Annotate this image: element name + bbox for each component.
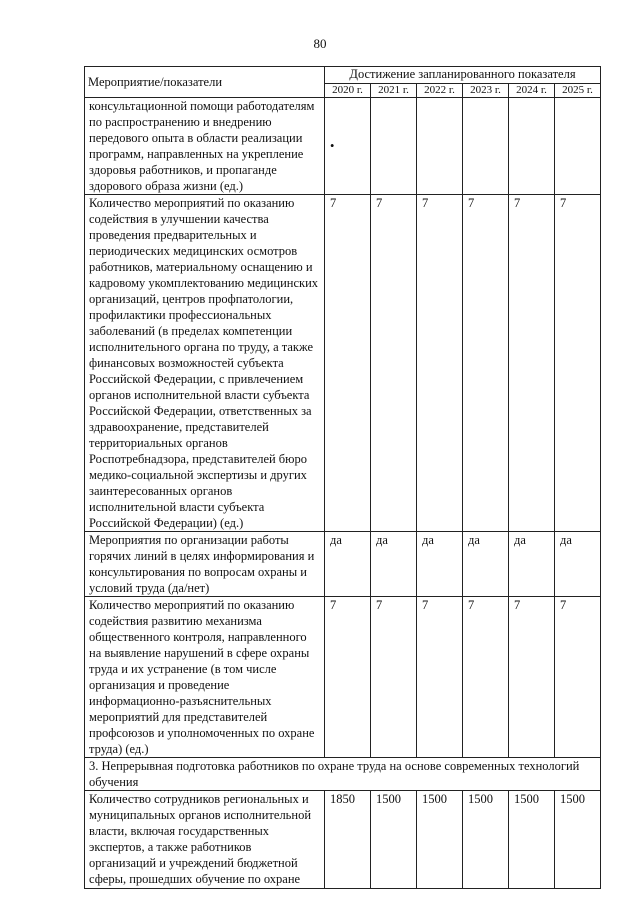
value-cell: 7: [371, 195, 417, 532]
value-cell: 7: [509, 597, 555, 758]
value-cell: [555, 98, 601, 195]
indicator-cell: Количество мероприятий по оказанию содействия в улучшении качества проведения предварительных и периодических медицинских осмотров работников, материальному оснащению и кадровому укомплектованию медицинских организаций, центров профпатологии, профилактики профессиональных заболеваний (в пределах компетенции исполнительного органа по труду, а также финансовых возможностей субъекта Российской Федерации, с привлечением органов исполнительной власти субъекта Российской Федерации, ответственных за здравоохранение, представителей территориальных органов Роспотребнадзора, представителей бюро медико-социальной экспертизы и других заинтересованных органов исполнительной власти субъекта Российской Федерации) (ед.): [85, 195, 325, 532]
table-row: [85, 597, 601, 758]
indicator-cell: Количество сотрудников региональных и муниципальных органов исполнительной власти, включая государственных экспертов, а также работников организаций и учреждений бюджетной сферы, прошедших обучение по охране: [85, 791, 325, 889]
value-cell: 7: [325, 597, 371, 758]
year-header: 2024 г.: [509, 84, 555, 98]
value-cell: [463, 98, 509, 195]
value-cell: 1500: [371, 791, 417, 889]
value-cell: 7: [555, 597, 601, 758]
value-cell: 7: [463, 597, 509, 758]
value-cell: 7: [417, 195, 463, 532]
value-cell: да: [371, 532, 417, 597]
table-row: [85, 532, 601, 597]
year-header: 2022 г.: [417, 84, 463, 98]
value-cell: 1500: [555, 791, 601, 889]
value-cell: 1500: [417, 791, 463, 889]
year-header: 2025 г.: [555, 84, 601, 98]
value-cell: да: [509, 532, 555, 597]
value-cell: 7: [325, 195, 371, 532]
value-cell: 1500: [463, 791, 509, 889]
value-cell: 7: [417, 597, 463, 758]
indicator-cell: консультационной помощи работодателям по распространению и внедрению передового опыта в области реализации программ, направленных на укрепление здоровья работников, и пропаганде здорового образа жизни (ед.): [85, 98, 325, 195]
column-header-indicator: Мероприятие/показатели: [85, 67, 325, 98]
value-cell: [371, 98, 417, 195]
table-row: [85, 98, 601, 195]
year-header: 2020 г.: [325, 84, 371, 98]
value-cell: •: [325, 98, 371, 195]
value-cell: 7: [371, 597, 417, 758]
value-cell: да: [555, 532, 601, 597]
value-cell: да: [463, 532, 509, 597]
value-cell: [509, 98, 555, 195]
year-header: 2023 г.: [463, 84, 509, 98]
year-header: 2021 г.: [371, 84, 417, 98]
value-cell: да: [325, 532, 371, 597]
value-cell: 7: [509, 195, 555, 532]
value-cell: 1850: [325, 791, 371, 889]
page-number: 80: [313, 36, 327, 51]
value-cell: 1500: [509, 791, 555, 889]
value-cell: [417, 98, 463, 195]
value-cell: 7: [555, 195, 601, 532]
section-row: [85, 758, 601, 791]
column-header-achievement: Достижение запланированного показателя: [325, 67, 601, 84]
indicators-table: [84, 66, 601, 889]
indicator-cell: Мероприятия по организации работы горячих линий в целях информирования и консультирования по вопросам охраны и условий труда (да/нет): [85, 532, 325, 597]
table-row: [85, 195, 601, 532]
value-cell: 7: [463, 195, 509, 532]
table-row: [85, 791, 601, 889]
value-cell: да: [417, 532, 463, 597]
indicator-cell: Количество мероприятий по оказанию содействия развитию механизма общественного контроля, направленного на выявление нарушений в сфере охраны труда и их устранение (в том числе организация и проведение информационно-разъяснительных мероприятий для представителей профсоюзов и уполномоченных по охране труда) (ед.): [85, 597, 325, 758]
section-title: 3. Непрерывная подготовка работников по охране труда на основе современных технологий обучения: [85, 758, 601, 791]
